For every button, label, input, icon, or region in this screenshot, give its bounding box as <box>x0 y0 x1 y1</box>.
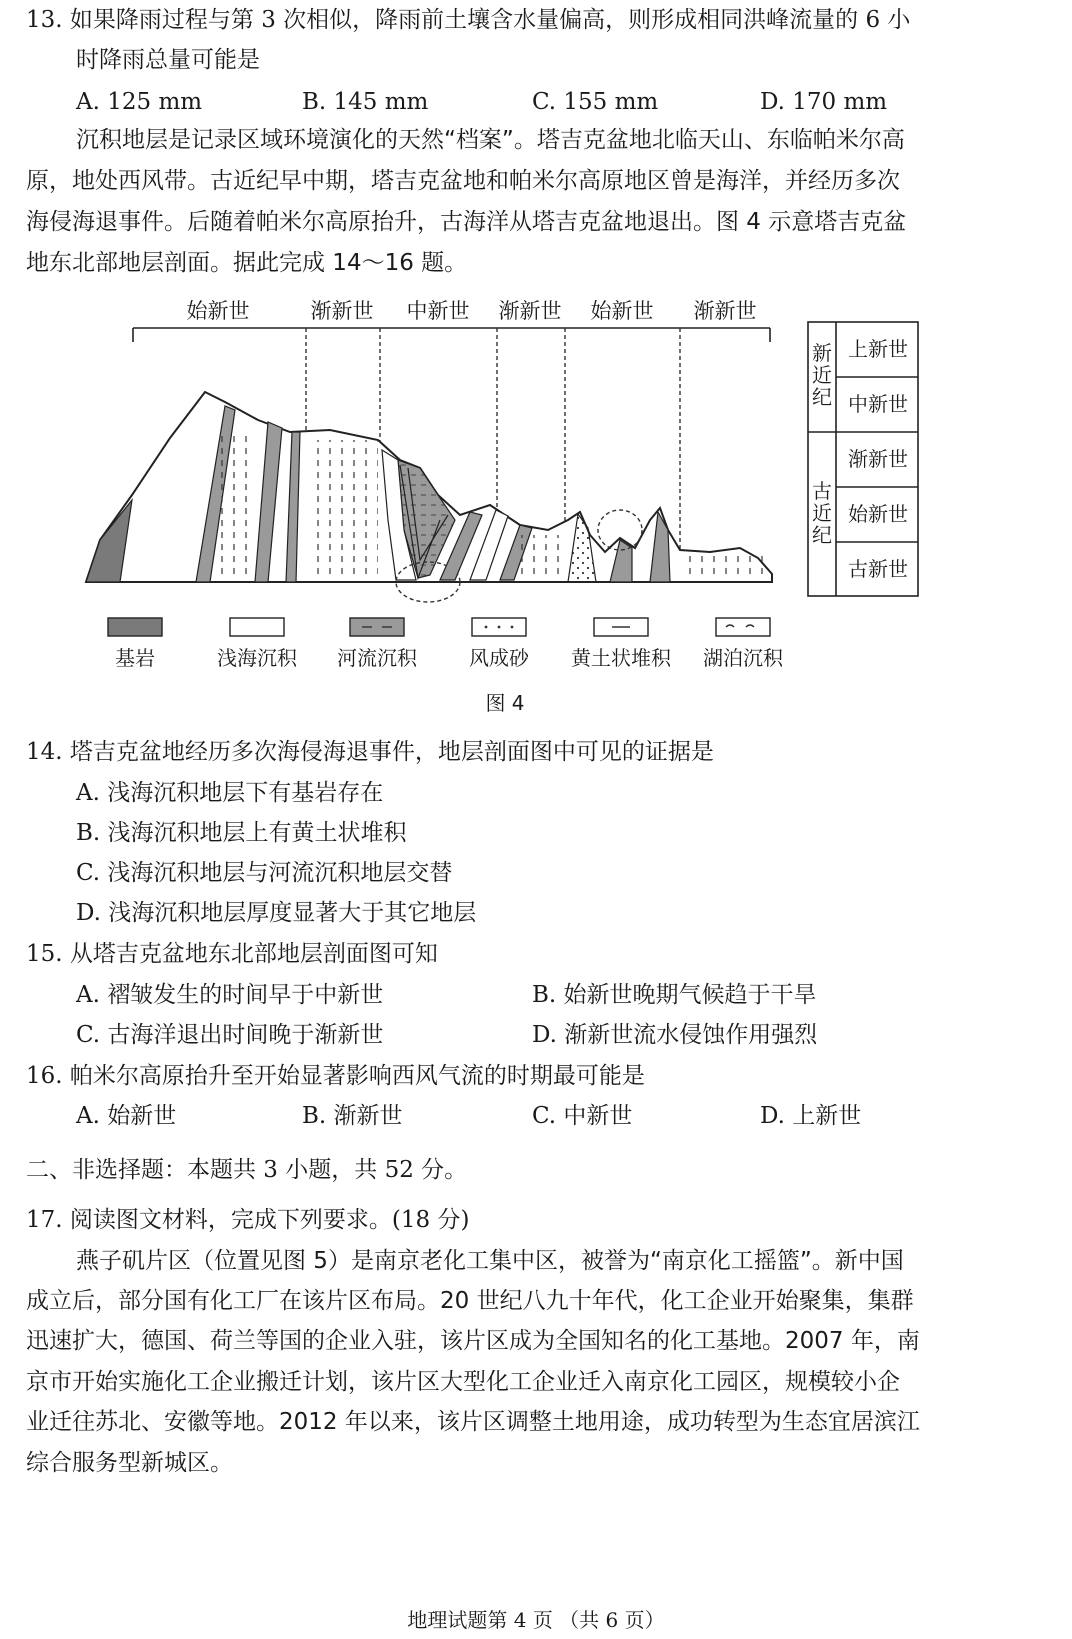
legend-swatch-shallow-sea <box>230 618 284 636</box>
legend-label: 湖泊沉积 <box>703 646 783 670</box>
q16-option-a: A. 始新世 <box>76 1103 177 1129</box>
q16-option-c: C. 中新世 <box>532 1103 633 1129</box>
legend-swatch-river <box>350 618 404 636</box>
epoch-table-cell: 渐新世 <box>848 447 908 471</box>
q17-para-line: 燕子矶片区（位置见图 5）是南京老化工集中区，被誉为“南京化工摇篮”。新中国 <box>76 1248 904 1274</box>
q13-option-a: A. 125 mm <box>76 89 203 115</box>
intro-line2: 原，地处西风带。古近纪早中期，塔吉克盆地和帕米尔高原地区曾是海洋，并经历多次 <box>26 168 900 194</box>
epoch-table-cell: 始新世 <box>848 502 908 526</box>
q14-option-c: C. 浅海沉积地层与河流沉积地层交替 <box>76 860 453 886</box>
legend-label: 河流沉积 <box>337 646 417 670</box>
q17-para-line: 迅速扩大，德国、荷兰等国的企业入驻，该片区成为全国知名的化工基地。2007 年，南 <box>26 1328 920 1354</box>
epoch-label: 始新世 <box>590 299 654 323</box>
epoch-table-cell: 中新世 <box>848 392 908 416</box>
intro-line4: 地东北部地层剖面。据此完成 14～16 题。 <box>26 250 468 276</box>
q16-stem: 16. 帕米尔高原抬升至开始显著影响西风气流的时期最可能是 <box>26 1063 645 1089</box>
epoch-label: 渐新世 <box>498 299 562 323</box>
legend-label: 风成砂 <box>469 646 529 670</box>
legend-label: 浅海沉积 <box>217 646 297 670</box>
epoch-label: 始新世 <box>186 299 250 323</box>
q16-option-b: B. 渐新世 <box>302 1103 403 1129</box>
section-heading: 二、非选择题：本题共 3 小题，共 52 分。 <box>26 1157 468 1183</box>
q14-option-b: B. 浅海沉积地层上有黄土状堆积 <box>76 820 407 846</box>
q16-option-d: D. 上新世 <box>760 1103 862 1129</box>
q17-para-line: 综合服务型新城区。 <box>26 1450 233 1476</box>
legend-label: 黄土状堆积 <box>571 646 671 670</box>
epoch-table-cell: 古新世 <box>848 557 908 581</box>
period-label-neogene: 新近纪 <box>812 341 832 409</box>
q13-stem-line1: 13. 如果降雨过程与第 3 次相似，降雨前土壤含水量偏高，则形成相同洪峰流量的 6 小 <box>26 7 911 33</box>
legend-swatch-bedrock <box>108 618 162 636</box>
q17-para-line: 成立后，部分国有化工厂在该片区布局。20 世纪八九十年代，化工企业开始聚集，集群 <box>26 1288 914 1314</box>
q15-option-c: C. 古海洋退出时间晚于渐新世 <box>76 1022 384 1048</box>
q15-option-a: A. 褶皱发生的时间早于中新世 <box>76 982 384 1008</box>
q17-para-line: 业迁往苏北、安徽等地。2012 年以来，该片区调整土地用途，成功转型为生态宜居滨江 <box>26 1409 920 1435</box>
q15-option-d: D. 渐新世流水侵蚀作用强烈 <box>532 1022 818 1048</box>
q15-option-b: B. 始新世晚期气候趋于干旱 <box>532 982 817 1008</box>
legend-swatch-lake <box>716 618 770 636</box>
epoch-table-cell: 上新世 <box>848 337 908 361</box>
epoch-label: 渐新世 <box>310 299 374 323</box>
epoch-label: 渐新世 <box>693 299 757 323</box>
q13-stem-line2: 时降雨总量可能是 <box>76 47 260 73</box>
intro-line1: 沉积地层是记录区域环境演化的天然“档案”。塔吉克盆地北临天山、东临帕米尔高 <box>76 127 905 153</box>
q14-option-a: A. 浅海沉积地层下有基岩存在 <box>76 780 384 806</box>
q13-option-d: D. 170 mm <box>760 89 888 115</box>
legend-label: 基岩 <box>115 646 155 670</box>
stratigraphic-section-figure <box>0 290 1072 730</box>
period-label-paleogene: 古近纪 <box>812 479 832 547</box>
q14-stem: 14. 塔吉克盆地经历多次海侵海退事件，地层剖面图中可见的证据是 <box>26 739 714 765</box>
figure-caption: 图 4 <box>485 691 525 715</box>
q17-para-line: 京市开始实施化工企业搬迁计划，该片区大型化工企业迁入南京化工园区，规模较小企 <box>26 1369 900 1395</box>
q13-option-c: C. 155 mm <box>532 89 659 115</box>
intro-line3: 海侵海退事件。后随着帕米尔高原抬升，古海洋从塔吉克盆地退出。图 4 示意塔吉克盆 <box>26 209 907 235</box>
page-footer: 地理试题第 4 页 （共 6 页） <box>407 1608 665 1632</box>
epoch-label: 中新世 <box>406 299 470 323</box>
q17-stem: 17. 阅读图文材料，完成下列要求。(18 分) <box>26 1207 470 1233</box>
q15-stem: 15. 从塔吉克盆地东北部地层剖面图可知 <box>26 941 438 967</box>
q13-option-b: B. 145 mm <box>302 89 429 115</box>
q14-option-d: D. 浅海沉积地层厚度显著大于其它地层 <box>76 900 477 926</box>
